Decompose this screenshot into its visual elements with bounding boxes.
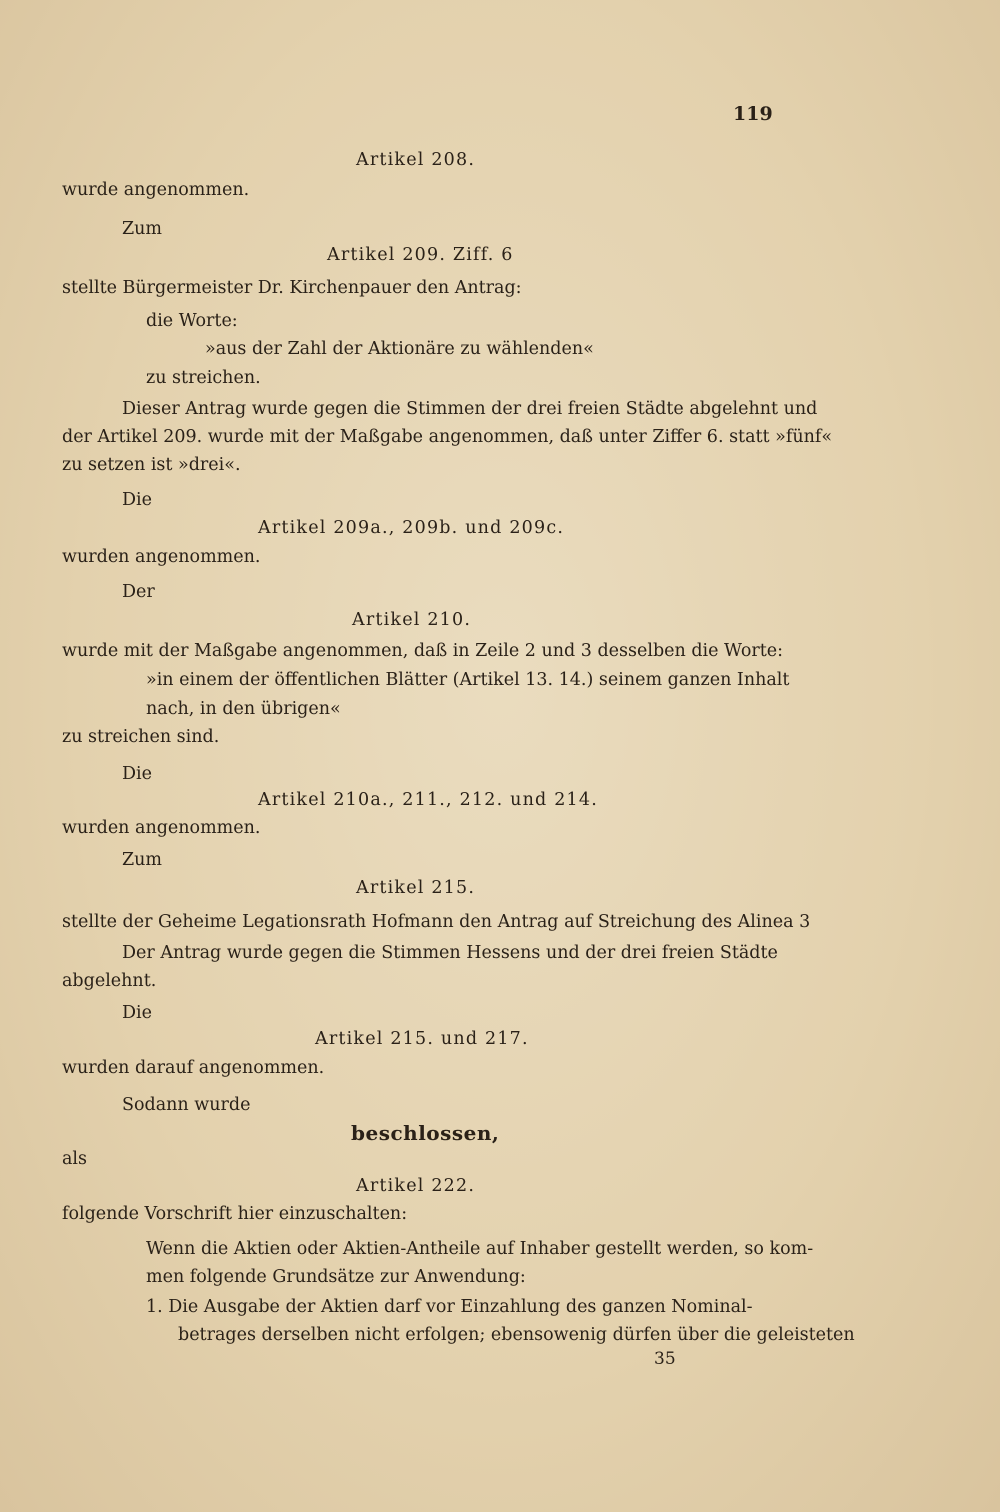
text-line: betrages derselben nicht erfolgen; ebensowenig dürfen über die geleisteten <box>178 1325 855 1345</box>
article-heading: Artikel 208. <box>356 150 476 170</box>
quote-line: nach, in den übrigen« <box>146 699 341 719</box>
text-line: Dieser Antrag wurde gegen die Stimmen der drei freien Städte abgelehnt und <box>122 399 818 419</box>
text-line: stellte der Geheime Legationsrath Hofmann den Antrag auf Streichung des Alinea 3 <box>62 912 811 932</box>
signature-mark: 35 <box>654 1349 676 1369</box>
text-line: Der Antrag wurde gegen die Stimmen Hessens und der drei freien Städte <box>122 943 778 963</box>
text-line: zu streichen sind. <box>62 727 220 747</box>
quote-line: »in einem der öffentlichen Blätter (Artikel 13. 14.) seinem ganzen Inhalt <box>146 670 790 690</box>
article-heading: Artikel 210. <box>352 610 472 630</box>
text-line: Die <box>122 1003 152 1023</box>
text-line: der Artikel 209. wurde mit der Maßgabe angenommen, daß unter Ziffer 6. statt »fünf« <box>62 427 833 447</box>
text-line: Sodann wurde <box>122 1095 251 1115</box>
text-line: wurde angenommen. <box>62 180 250 200</box>
text-line: folgende Vorschrift hier einzuschalten: <box>62 1204 408 1224</box>
text-line: Der <box>122 582 155 602</box>
text-line: Zum <box>122 850 163 870</box>
text-line: Wenn die Aktien oder Aktien-Antheile auf Inhaber gestellt werden, so kom- <box>146 1239 814 1259</box>
article-heading: Artikel 222. <box>356 1176 476 1196</box>
article-heading: Artikel 215. <box>356 878 476 898</box>
text-line: 1. Die Ausgabe der Aktien darf vor Einzahlung des ganzen Nominal- <box>146 1297 753 1317</box>
text-line: zu setzen ist »drei«. <box>62 455 241 475</box>
page-number: 119 <box>733 103 773 125</box>
text-line: men folgende Grundsätze zur Anwendung: <box>146 1267 526 1287</box>
quote-line: »aus der Zahl der Aktionäre zu wählenden« <box>205 339 594 359</box>
text-line: Die <box>122 490 152 510</box>
text-line: Die <box>122 764 152 784</box>
text-line: stellte Bürgermeister Dr. Kirchenpauer den Antrag: <box>62 278 522 298</box>
text-line: wurden angenommen. <box>62 818 261 838</box>
text-line: als <box>62 1149 88 1169</box>
resolution-heading: beschlossen, <box>351 1121 500 1145</box>
text-line: Zum <box>122 219 163 239</box>
text-line: abgelehnt. <box>62 971 157 991</box>
article-heading: Artikel 215. und 217. <box>315 1029 529 1049</box>
article-heading: Artikel 209. Ziff. 6 <box>327 245 514 265</box>
text-line: zu streichen. <box>146 368 261 388</box>
text-line: wurden darauf angenommen. <box>62 1058 325 1078</box>
text-line: wurde mit der Maßgabe angenommen, daß in Zeile 2 und 3 desselben die Worte: <box>62 641 784 661</box>
article-heading: Artikel 210a., 211., 212. und 214. <box>258 790 598 810</box>
text-line: die Worte: <box>146 311 238 331</box>
article-heading: Artikel 209a., 209b. und 209c. <box>258 518 565 538</box>
text-line: wurden angenommen. <box>62 547 261 567</box>
